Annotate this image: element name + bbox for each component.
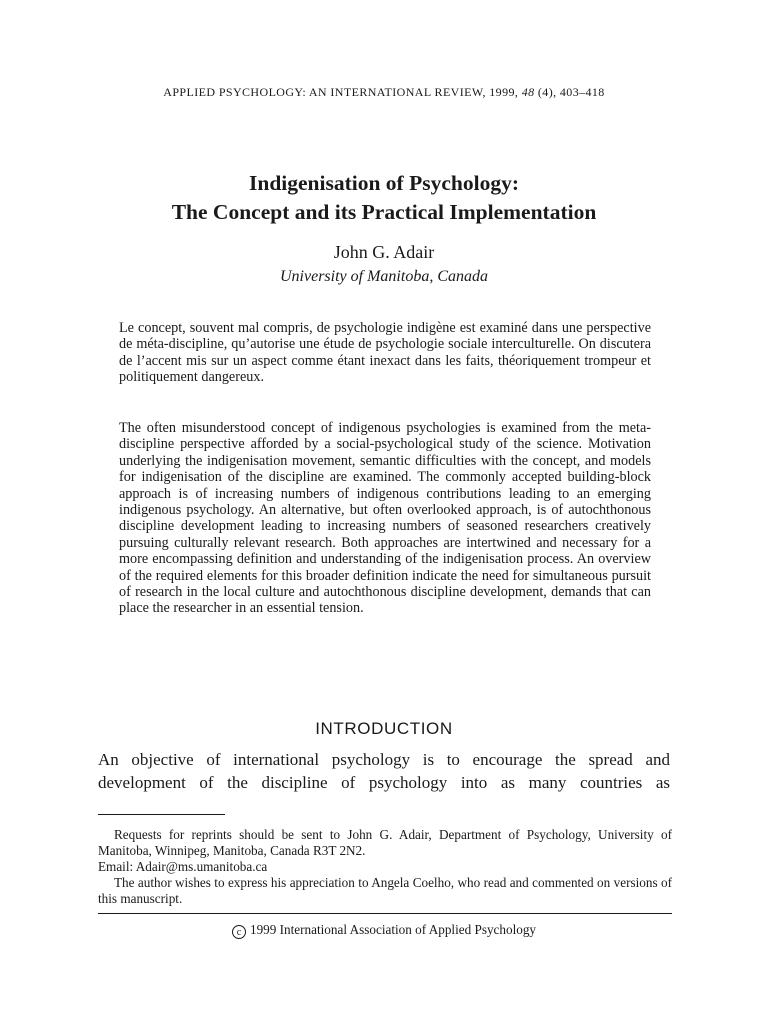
running-head: [0, 85, 768, 100]
volume-number: 48: [521, 85, 535, 99]
copyright-icon: c: [232, 925, 246, 939]
footnote-divider: [98, 814, 225, 815]
journal-citation: APPLIED PSYCHOLOGY: AN INTERNATIONAL REVIEW, 1999,: [163, 85, 522, 99]
section-heading: INTRODUCTION: [315, 719, 453, 738]
footnote-email: Email: Adair@ms.umanitoba.ca: [98, 859, 268, 874]
copyright-divider: [98, 913, 672, 914]
copyright-line: [0, 922, 768, 939]
footnote-acknowledgement: The author wishes to express his appreciation to Angela Coelho, who read and commented on versions of this manuscript.: [98, 875, 672, 906]
author-name: John G. Adair: [333, 242, 435, 262]
article-title-line-2: The Concept and its Practical Implementation: [171, 200, 597, 224]
copyright-text: 1999 International Association of Applied Psychology: [249, 922, 537, 937]
abstract-french: Le concept, souvent mal compris, de psychologie indigène est examiné dans une perspective de méta-discipline, qu’autorise une étude de psychologie sociale interculturelle. On discutera de l’accent mis sur un aspect comme étant inexact dans les faits, théoriquement trompeur et politiquement dangereux.: [119, 320, 651, 386]
footnote-reprints: Requests for reprints should be sent to John G. Adair, Department of Psychology, University of Manitoba, Winnipeg, Manitoba, Canada R3T 2N2.: [98, 827, 672, 858]
footnotes: [98, 827, 672, 907]
body-paragraph: An objective of international psychology is to encourage the spread and development of the discipline of psychology into as many countries as: [98, 750, 670, 792]
issue-pages: (4), 403–418: [534, 85, 605, 99]
article-title-line-1: Indigenisation of Psychology:: [249, 171, 519, 195]
abstract-english: The often misunderstood concept of indigenous psychologies is examined from the meta-discipline perspective afforded by a social-psychological study of the science. Motivation underlying the indigenisation movement, semantic difficulties with the concept, and models for indigenisation of the discipline are examined. The commonly accepted building-block approach is of increasing numbers of indigenous contributions leading to an emerging indigenous psychology. An alternative, but often overlooked approach, is of autochthonous discipline development leading to increasing numbers of seasoned researchers creatively pursuing culturally relevant research. Both approaches are intertwined and necessary for a more encompassing definition and understanding of the indigenisation process. An overview of the required elements for this broader definition indicate the need for simultaneous pursuit of research in the local culture and autochthonous discipline development, demands that can place the researcher in an essential tension.: [119, 420, 651, 617]
author-affiliation: University of Manitoba, Canada: [280, 268, 488, 285]
